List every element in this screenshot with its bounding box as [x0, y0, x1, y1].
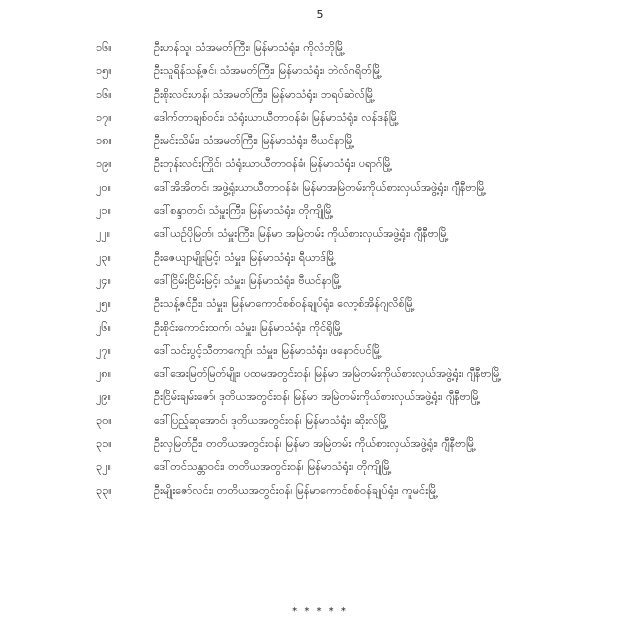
- list-item: [0, 292, 640, 315]
- page-number: 5: [316, 8, 324, 21]
- entry-number: ၁၆။: [96, 87, 112, 101]
- entry-text: ဦးဟန်သူ၊ သံအမတ်ကြီး၊ မြန်မာသံရုံး၊ ကိုလံဘိုမြို့: [154, 41, 345, 54]
- entry-number: ၁၆။: [96, 41, 112, 54]
- entry-text: ဒေါ်အိအိတင်၊ အဖွဲ့ရုံးယာယီတာဝန်ခံ၊ မြန်မာအမြဲတမ်းကိုယ်စားလှယ်အဖွဲ့ရုံး၊ ဂျီနီဗာမြို့: [154, 180, 487, 194]
- entry-number: ၃၀။: [96, 413, 112, 427]
- list-item: [0, 269, 640, 292]
- entry-number: ၂၈။: [96, 367, 112, 381]
- entry-text: ဦးမင်းသိမ်း၊ သံအမတ်ကြီး၊ မြန်မာသံရုံး၊ ဗီယင်နာမြို့: [154, 134, 355, 148]
- entry-number: ၂၄။: [96, 273, 111, 287]
- list-item: [0, 479, 640, 502]
- list-item: [0, 199, 640, 222]
- list-item: [0, 176, 640, 199]
- list-item: [0, 129, 640, 152]
- entry-text: ဦးမျိုးဇော်လင်း၊ တတိယအတွင်းဝန်၊ မြန်မာကောင်စစ်ဝန်ချုပ်ရုံး၊ ကူမင်းမြို့: [154, 483, 438, 497]
- entry-text: ဒေါ်ယဉ်ပိုမြတ်၊ သံမှူးကြီး၊ မြန်မာ အမြဲတမ်း ကိုယ်စားလှယ်အဖွဲ့ရုံး၊ ဂျီနီဗာမြို့: [154, 227, 449, 241]
- entry-number: ၂၀။: [96, 180, 111, 194]
- list-item: [0, 83, 640, 106]
- list-item: [0, 222, 640, 245]
- entry-text: ဒေါက်တာချစ်ဝင်း၊ သံရုံးယာယီတာဝန်ခံ၊ မြန်မာသံရုံး၊ လန်ဒန်မြို့: [154, 110, 399, 124]
- list-item: [0, 455, 640, 478]
- entry-text: ဒေါ်သင်းပွင့်သီတာကျော်၊ သံမှူး၊ မြန်မာသံရုံး၊ ဖနောင်ပင်မြို့: [154, 343, 382, 357]
- entry-number: ၂၂။: [96, 227, 111, 241]
- entry-text: ဦးစိုးလင်းဟန်၊ သံအမတ်ကြီး၊ မြန်မာသံရုံး၊ ဘရပ်ဆဲလ်မြို့: [154, 87, 375, 101]
- appointment-list: [0, 36, 640, 502]
- entry-text: ဒေါ်ငြိမ်းငြိမ်းမြင့်၊ သံမှူး၊ မြန်မာသံရုံး၊ ဗီယင်နာမြို့: [154, 273, 342, 287]
- list-item: [0, 246, 640, 269]
- entry-number: ၁၅။: [96, 64, 112, 78]
- entry-text: ဦးသူရိန်သန့်ဇင်၊ သံအမတ်ကြီး၊ မြန်မာသံရုံး၊ ဘဲလ်ဂရိတ်မြို့: [154, 64, 382, 78]
- entry-number: ၁၇။: [96, 110, 112, 124]
- list-item: [0, 36, 640, 59]
- list-item: [0, 432, 640, 455]
- entry-number: ၂၅။: [96, 297, 111, 311]
- entry-text: ဦးလှမြတ်ဦး၊ တတိယအတွင်းဝန်၊ မြန်မာ အမြဲတမ်း ကိုယ်စားလှယ်အဖွဲ့ရုံး၊ ဂျီနီဗာမြို့: [154, 437, 476, 451]
- section-end-marker: * * * * *: [292, 606, 348, 617]
- entry-number: ၂၆။: [96, 320, 111, 334]
- entry-text: ဒေါ်စန္ဒာတင်၊ သံမှူးကြီး၊ မြန်မာသံရုံး၊ တိုကျိုမြို့: [154, 204, 334, 218]
- entry-text: ဦးဇေယျာမျိုးမြင့်၊ သံမှူး၊ မြန်မာသံရုံး၊ ရီယာဒ်မြို့: [154, 250, 336, 264]
- list-item: [0, 362, 640, 385]
- entry-number: ၂၃။: [96, 250, 111, 264]
- list-item: [0, 106, 640, 129]
- entry-text: ဒေါ်ပြည့်ဆုအောင်၊ ဒုတိယအတွင်းဝန်၊ မြန်မာသံရုံး၊ ဆိုးလ်မြို့: [154, 413, 389, 427]
- entry-text: ဒေါ်တင်သန္တာဝင်း၊ တတိယအတွင်းဝန်၊ မြန်မာသံရုံး၊ တိုကျိုမြို့: [154, 460, 392, 474]
- entry-number: ၁၉။: [96, 157, 112, 171]
- entry-number: ၂၁။: [96, 204, 111, 218]
- list-item: [0, 316, 640, 339]
- entry-number: ၃၂။: [96, 460, 111, 474]
- entry-number: ၂၉။: [96, 390, 111, 404]
- list-item: [0, 152, 640, 175]
- list-item: [0, 59, 640, 82]
- entry-number: ၃၃။: [96, 483, 112, 497]
- list-item: [0, 409, 640, 432]
- entry-number: ၂၇။: [96, 343, 111, 357]
- entry-text: ဦးဘုန်းလင်းကြိုင်၊ သံရုံးယာယီတာဝန်ခံ၊ မြန်မာသံရုံး၊ ပရာဂ်မြို့: [154, 157, 393, 171]
- list-item: [0, 385, 640, 408]
- entry-text: ဦးသန့်ဇင်ဦး၊ သံမှူး၊ မြန်မာကောင်စစ်ဝန်ချုပ်ရုံး၊ လော့စ်အိန်ဂျလိစ်မြို့: [154, 297, 415, 311]
- entry-text: ဦးစိုင်းကောင်းထက်၊ သံမှူး၊ မြန်မာသံရုံး၊ ကိုင်ရိုမြို့: [154, 320, 343, 334]
- entry-text: ဒေါ်အေးမြတ်မြတ်မျိုး၊ ပထမအတွင်းဝန်၊ မြန်မာ အမြဲတမ်းကိုယ်စားလှယ်အဖွဲ့ရုံး၊ ဂျီနီဗာမြို့: [154, 367, 502, 381]
- entry-number: ၃၁။: [96, 437, 112, 451]
- entry-number: ၁၈။: [96, 134, 112, 148]
- list-item: [0, 339, 640, 362]
- entry-text: ဦးငြိမ်းချမ်းဇော်၊ ဒုတိယအတွင်းဝန်၊ မြန်မာ အမြဲတမ်းကိုယ်စားလှယ်အဖွဲ့ရုံး၊ ဂျီနီဗာမြို့: [154, 390, 481, 404]
